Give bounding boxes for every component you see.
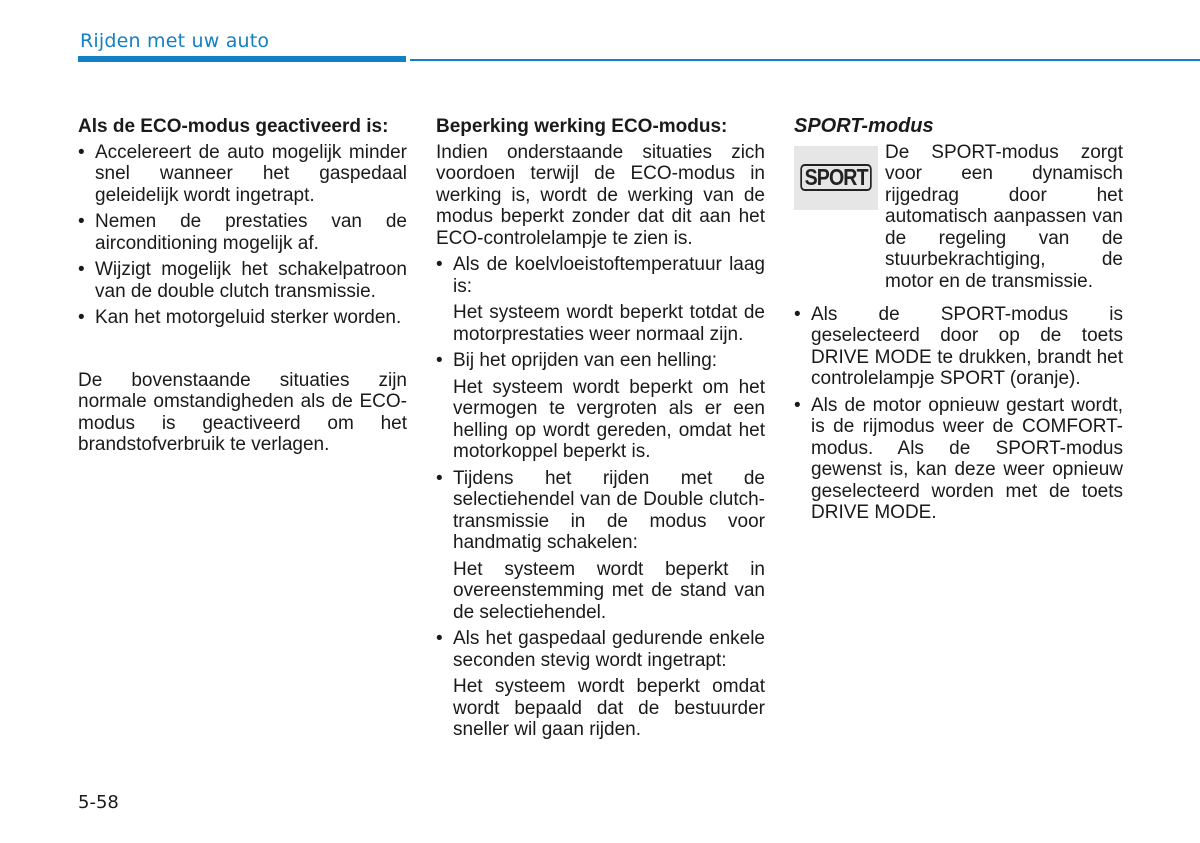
list-item-condition: • Tijdens het rijden met de selectiehendel van de Double clutch-transmissie in de modus voor handmatig schakelen: — [453, 467, 765, 553]
eco-limits-list — [436, 254, 765, 741]
column-eco-limits — [436, 116, 765, 746]
list-item: • Wijzigt mogelijk het schakelpatroon van de double clutch transmissie. — [78, 259, 407, 302]
sport-intro: De SPORT-modus zorgt voor een dynamisch rijgedrag door het automatisch aanpassen van de regeling van de stuurbekrachtiging, de motor en de transmissie. — [885, 141, 1123, 292]
list-item: • Als de SPORT-modus is geselecteerd door op de toets DRIVE MODE te drukken, brandt het controlelampje SPORT (oranje). — [794, 304, 1123, 390]
list-item: • Als de motor opnieuw gestart wordt, is de rijmodus weer de COMFORT-modus. Als de SPORT-modus gewenst is, kan deze weer opnieuw geselecteerd worden met de toets DRIVE MODE. — [794, 395, 1123, 524]
list-item — [436, 628, 765, 741]
page-number: 5-58 — [78, 792, 119, 813]
list-item-detail: Het systeem wordt beperkt totdat de motorprestaties weer normaal zijn. — [453, 302, 765, 345]
header-rule-accent — [78, 56, 406, 62]
list-item: • Accelereert de auto mogelijk minder snel wanneer het gaspedaal geleidelijk wordt ingetrapt. — [78, 142, 407, 207]
sport-icon-label: SPORT — [800, 164, 872, 192]
sport-mode-icon — [794, 146, 878, 210]
eco-limits-heading: Beperking werking ECO-modus: — [436, 116, 728, 137]
list-item-detail: Het systeem wordt beperkt om het vermogen te vergroten als er een helling op wordt gereden, omdat het motorkoppel beperkt is. — [453, 376, 765, 462]
list-item — [436, 350, 765, 463]
column-eco-active — [78, 116, 407, 456]
sport-list — [794, 304, 1123, 524]
list-item — [436, 254, 765, 345]
list-item-condition: • Bij het oprijden van een helling: — [453, 350, 718, 371]
column-sport — [794, 116, 1123, 529]
list-item: • Nemen de prestaties van de airconditioning mogelijk af. — [78, 211, 407, 254]
list-item — [436, 468, 765, 624]
list-item-condition: • Als de koelvloeistoftemperatuur laag is: — [453, 254, 765, 297]
eco-limits-intro: Indien onderstaande situaties zich voordoen terwijl de ECO-modus in werking is, wordt de werking van de modus beperkt zonder dat dit aan het ECO-controlelampje te zien is. — [436, 141, 765, 249]
header-rule — [410, 59, 1200, 61]
sport-heading: SPORT-modus — [794, 115, 934, 137]
list-item-condition: • Als het gaspedaal gedurende enkele seconden stevig wordt ingetrapt: — [453, 628, 765, 671]
eco-active-list — [78, 142, 407, 329]
sport-intro-block — [794, 142, 1123, 298]
section-title: Rijden met uw auto — [80, 30, 270, 52]
eco-active-heading: Als de ECO-modus geactiveerd is: — [78, 116, 389, 137]
list-item-detail: Het systeem wordt beperkt omdat wordt bepaald dat de bestuurder sneller wil gaan rijden. — [453, 676, 765, 740]
eco-note-paragraph: De bovenstaande situaties zijn normale omstandigheden als de ECO-modus is geactiveerd om het brandstofverbruik te verlagen. — [78, 369, 407, 455]
list-item-detail: Het systeem wordt beperkt in overeenstemming met de stand van de selectiehendel. — [453, 558, 765, 623]
list-item: • Kan het motorgeluid sterker worden. — [78, 307, 407, 329]
